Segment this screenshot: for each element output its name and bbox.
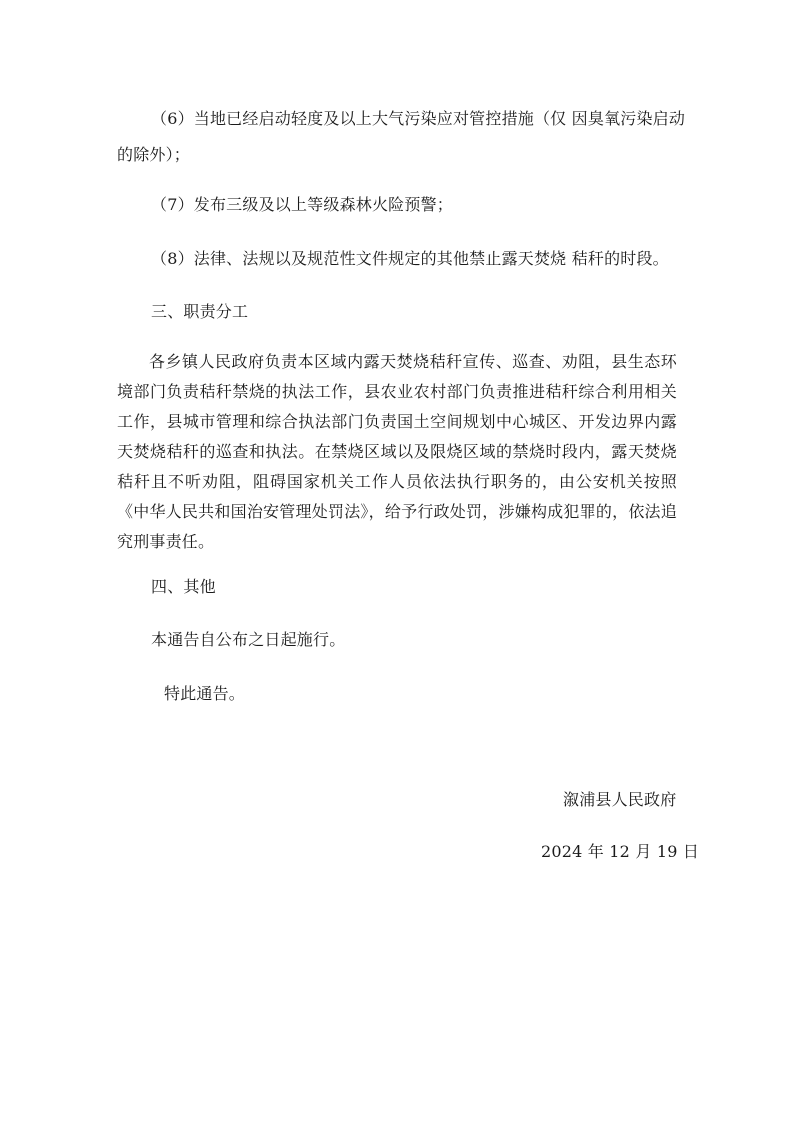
item-8: （8）法律、法规以及规范性文件规定的其他禁止露天焚烧 秸秆的时段。 bbox=[151, 249, 669, 268]
issuer-name: 溆浦县人民政府 bbox=[563, 790, 677, 809]
item-6-line-2: 的除外）； bbox=[117, 145, 191, 164]
closing-text: 特此通告。 bbox=[164, 684, 246, 703]
section-3-heading: 三、职责分工 bbox=[151, 302, 249, 321]
effective-text: 本通告自公布之日起施行。 bbox=[151, 630, 346, 649]
section-4-heading: 四、其他 bbox=[151, 577, 216, 596]
issue-date: 2024 年 12 月 19 日 bbox=[541, 842, 700, 861]
section-3-body: 各乡镇人民政府负责本区域内露天焚烧秸秆宣传、巡查、劝阻，县生态环境部门负责秸秆禁烧的执法工作，县农业农村部门负责推进秸秆综合利用相关工作，县城市管理和综合执法部门负责国土空间规划中心城区、开发边界内露天焚烧秸秆的巡查和执法。在禁烧区域以及限烧区域的禁烧时段内，露天焚烧秸秆且不听劝阻，阻碍国家机关工作人员依法执行职务的，由公安机关按照《中华人民共和国治安管理处罚法》，给予行政处罚，涉嫌构成犯罪的，依法追究刑事责任。 bbox=[117, 352, 677, 551]
item-7: （7）发布三级及以上等级森林火险预警； bbox=[151, 195, 453, 214]
item-6-line-1: （6）当地已经启动轻度及以上大气污染应对管控措施（仅 因臭氧污染启动 bbox=[151, 109, 686, 128]
